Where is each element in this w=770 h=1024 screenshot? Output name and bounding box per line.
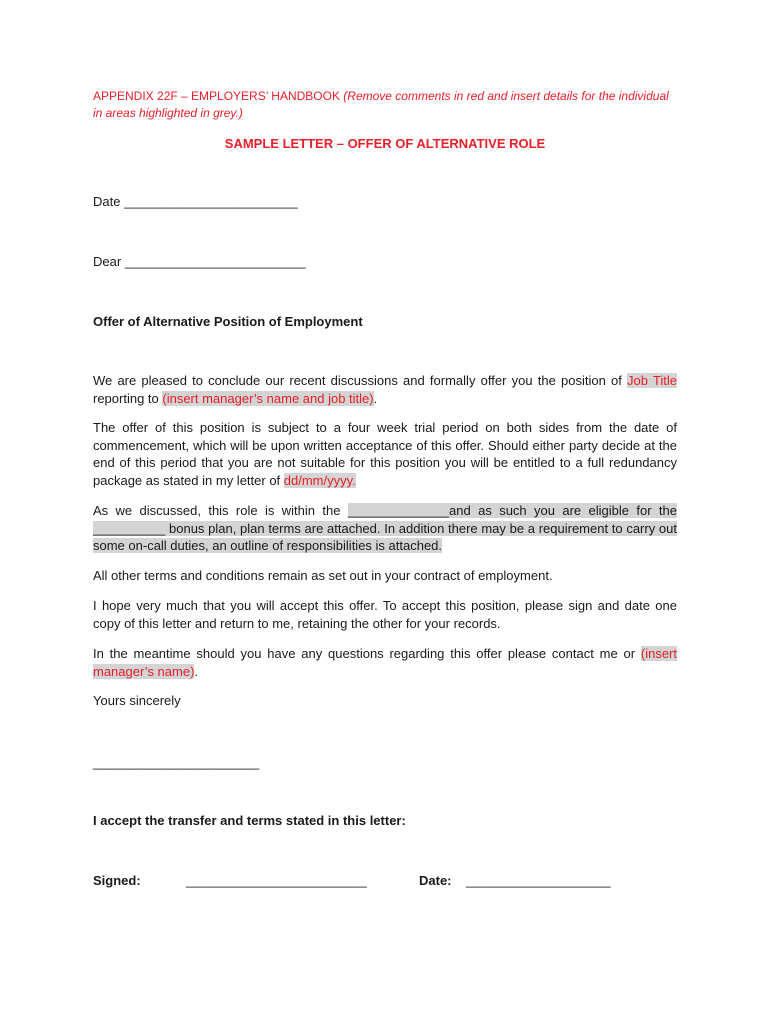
letter-title: SAMPLE LETTER – OFFER OF ALTERNATIVE ROLE xyxy=(224,136,546,151)
paragraph-terms: All other terms and conditions remain as set out in your contract of employment. xyxy=(93,568,553,583)
subject-heading: Offer of Alternative Position of Employment xyxy=(93,314,363,329)
p2-text: The offer of this position is subject to a four week trial period on both sides from the date of commencement, which will be upon written acceptance of this offer. Should either party decide at the end of this period that you are not suitable for this position you will be entitled to a full redundancy package as stated in my letter of xyxy=(93,420,677,488)
p1-text-3: . xyxy=(373,390,378,406)
date-label: Date xyxy=(93,194,125,209)
salutation-line xyxy=(93,253,677,271)
job-title-placeholder[interactable]: Job Title xyxy=(627,373,678,388)
paragraph-trial-period xyxy=(93,419,677,489)
date-signed-blank[interactable]: ____________________ xyxy=(466,873,611,888)
paragraph-offer xyxy=(93,372,677,407)
closing: Yours sincerely xyxy=(93,693,181,708)
paragraph-acceptance: I hope very much that you will accept this offer. To accept this position, please sign and date one copy of this letter and return to me, retaining the other for your records. xyxy=(93,598,677,631)
date-line xyxy=(93,193,677,211)
signed-blank[interactable]: _________________________ xyxy=(186,873,367,888)
recipient-blank[interactable]: _________________________ xyxy=(124,254,306,269)
letter-date-placeholder[interactable]: dd/mm/yyyy. xyxy=(283,472,356,488)
appendix-header xyxy=(93,88,677,121)
signature-line[interactable]: _______________________ xyxy=(93,755,260,770)
contact-manager-placeholder[interactable]: (insert manager’s name) xyxy=(93,646,677,679)
role-details-highlight[interactable]: ______________and as such you are eligible for the __________ bonus plan, plan terms are attached. In addition there may be a requirement to carry out some on-call duties, an outline of responsibilities is attached. xyxy=(93,503,677,553)
paragraph-contact xyxy=(93,645,677,680)
acceptance-statement: I accept the transfer and terms stated in this letter: xyxy=(93,813,406,828)
paragraph-role-details xyxy=(93,502,677,555)
date-blank[interactable]: ________________________ xyxy=(124,194,298,209)
p6-text-2: . xyxy=(194,663,199,679)
dear-label: Dear xyxy=(93,254,125,269)
manager-placeholder[interactable]: (insert manager’s name and job title) xyxy=(162,390,374,406)
p1-text-1: We are pleased to conclude our recent discussions and formally offer you the position of xyxy=(93,373,628,388)
appendix-instruction: (Remove comments in red and insert details for the individual in areas highlighted in grey.) xyxy=(93,89,669,120)
date-signed-label: Date: xyxy=(419,873,452,888)
p3-text: As we discussed, this role is within the xyxy=(93,503,348,518)
signed-label: Signed: xyxy=(93,873,141,888)
p1-text-2: reporting to xyxy=(93,390,163,406)
appendix-label: APPENDIX 22F – EMPLOYERS’ HANDBOOK xyxy=(93,89,344,103)
p6-text-1: In the meantime should you have any questions regarding this offer please contact me or xyxy=(93,646,641,661)
